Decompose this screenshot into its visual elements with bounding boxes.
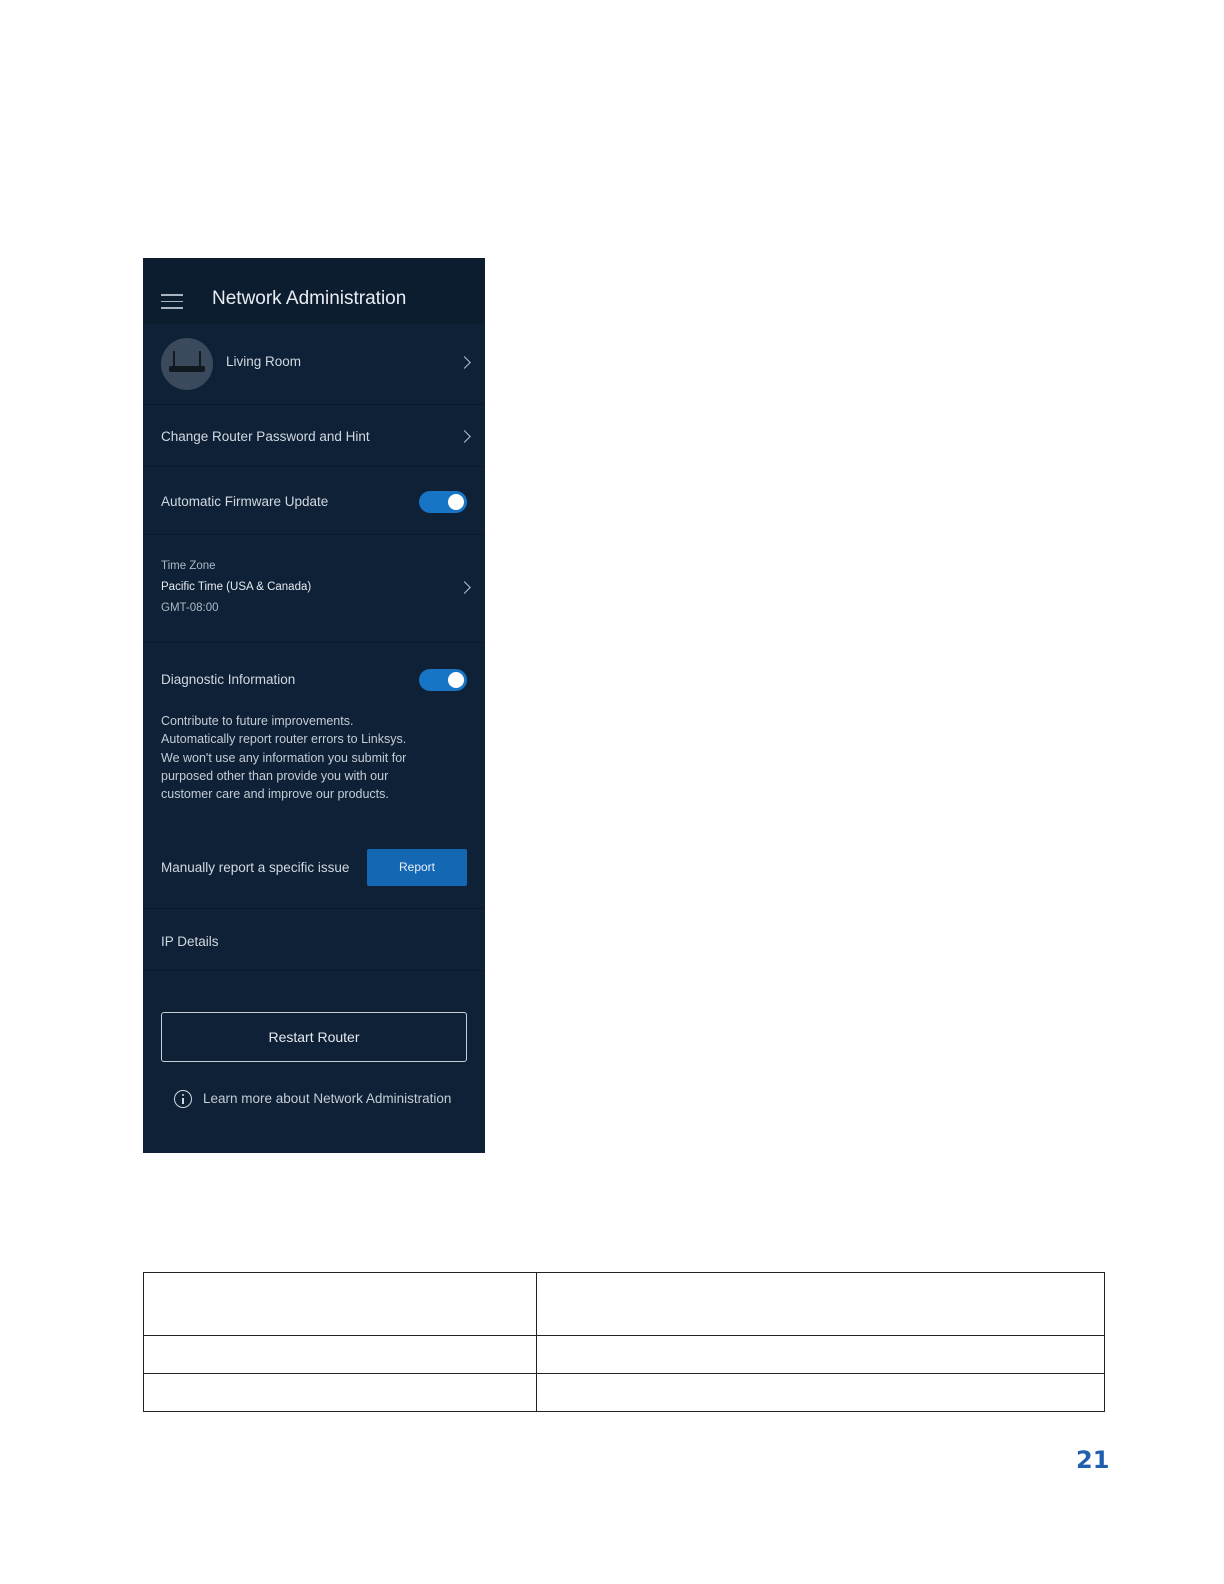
table-row <box>144 1374 1105 1412</box>
table-row <box>144 1273 1105 1336</box>
diagnostic-desc-line: purposed other than provide you with our <box>161 768 389 783</box>
document-table <box>143 1272 1105 1412</box>
diagnostic-desc-line: Automatically report router errors to Linksys. <box>161 732 407 747</box>
chevron-right-icon <box>458 430 471 443</box>
time-zone-offset: GMT-08:00 <box>161 602 219 614</box>
chevron-right-icon <box>458 356 471 369</box>
table-cell <box>537 1374 1105 1412</box>
table-cell <box>144 1374 537 1412</box>
report-button[interactable]: Report <box>367 849 467 886</box>
page-title: Network Administration <box>212 288 407 309</box>
diagnostic-desc-line: customer care and improve our products. <box>161 787 389 802</box>
ip-details-row[interactable] <box>143 908 485 971</box>
auto-firmware-label: Automatic Firmware Update <box>161 494 329 509</box>
device-row[interactable] <box>143 324 485 405</box>
table-row <box>144 1336 1105 1374</box>
device-name: Living Room <box>226 354 302 369</box>
diagnostic-toggle[interactable] <box>419 669 467 691</box>
diagnostic-label: Diagnostic Information <box>161 672 296 687</box>
time-zone-value: Pacific Time (USA & Canada) <box>161 581 312 593</box>
diagnostic-description <box>161 712 461 803</box>
router-icon <box>161 338 213 390</box>
table-cell <box>537 1336 1105 1374</box>
info-icon <box>174 1090 192 1108</box>
hamburger-menu-icon[interactable] <box>161 294 183 309</box>
table-cell <box>537 1273 1105 1336</box>
diagnostic-desc-line: Contribute to future improvements. <box>161 714 354 728</box>
change-password-label: Change Router Password and Hint <box>161 429 370 444</box>
app-panel <box>143 258 485 1153</box>
change-password-row[interactable] <box>143 404 485 467</box>
ip-details-label: IP Details <box>161 934 219 949</box>
diagnostic-desc-line: We won't use any information you submit for <box>161 750 407 765</box>
chevron-right-icon <box>458 581 471 594</box>
table-cell <box>144 1336 537 1374</box>
restart-router-button[interactable]: Restart Router <box>161 1012 467 1062</box>
app-header <box>143 258 485 324</box>
table-cell <box>144 1273 537 1336</box>
learn-more-text: Learn more about Network Administration <box>203 1091 452 1106</box>
page-number: 21 <box>1076 1446 1110 1474</box>
time-zone-label: Time Zone <box>161 560 216 572</box>
auto-firmware-toggle[interactable] <box>419 491 467 513</box>
manual-report-label: Manually report a specific issue <box>161 860 350 875</box>
time-zone-row[interactable] <box>143 534 485 643</box>
auto-firmware-row <box>143 466 485 535</box>
